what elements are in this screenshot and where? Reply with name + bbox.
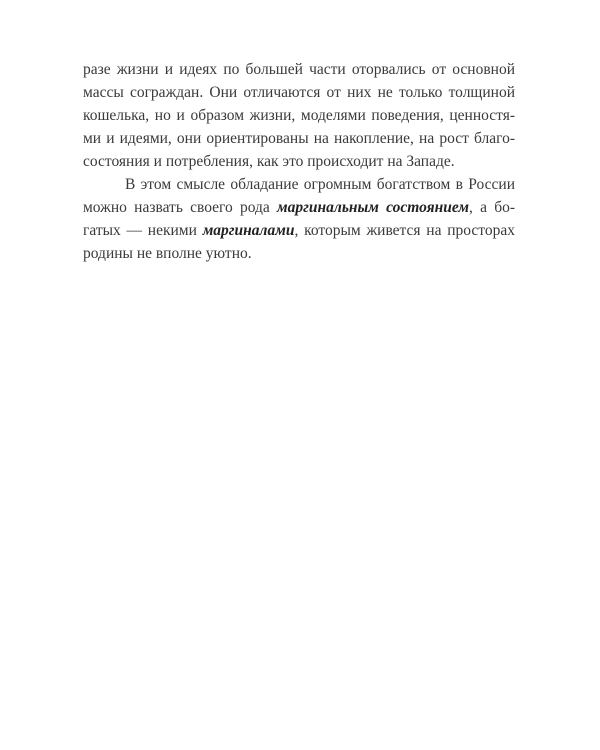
text-line: родины не вполне уютно. (83, 245, 252, 262)
text-line: кошелька, но и образом жизни, моделями поведения, ценностя- (83, 107, 515, 124)
emphasized-term: маргинальным состоянием (277, 199, 469, 216)
text-line: гатых — некими маргиналами, которым живется на просторах (83, 222, 515, 239)
emphasized-term: маргиналами (202, 222, 295, 239)
paragraph-1 (83, 58, 515, 173)
text-line: разе жизни и идеях по большей части оторвались от основной (83, 61, 515, 78)
text-line: можно назвать своего рода маргинальным состоянием, а бо- (83, 199, 515, 216)
paragraph-2 (83, 173, 515, 265)
text-line: В этом смысле обладание огромным богатством в России (125, 176, 515, 193)
body-text (83, 58, 515, 265)
text-line: массы сограждан. Они отличаются от них не только толщиной (83, 84, 515, 101)
text-line: ми и идеями, они ориентированы на накопление, на рост благо- (83, 130, 515, 147)
text-line: состояния и потребления, как это происходит на Западе. (83, 153, 455, 170)
